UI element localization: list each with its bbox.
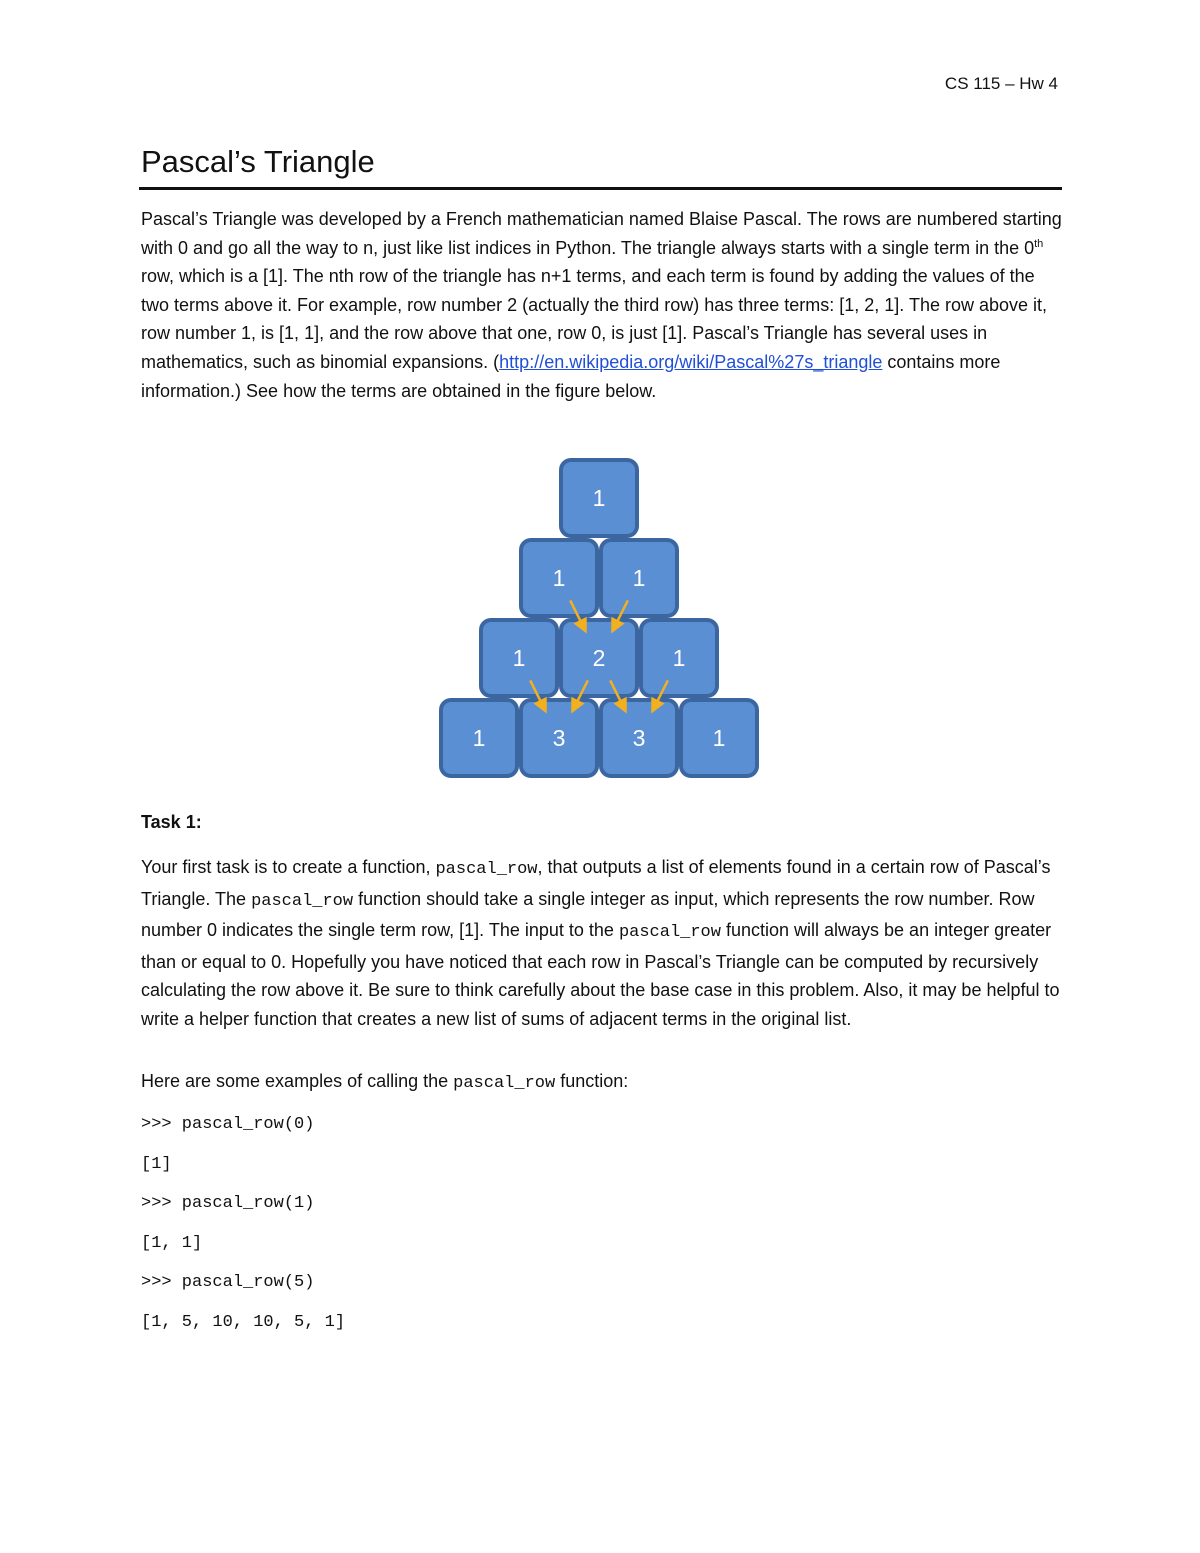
example-line: >>> pascal_row(0) bbox=[141, 1115, 315, 1134]
examples-intro bbox=[141, 1071, 628, 1093]
triangle-value: 1 bbox=[672, 645, 686, 671]
task1-code-3: pascal_row bbox=[618, 923, 721, 943]
task1-text-1: Your first task is to create a function, bbox=[141, 857, 436, 877]
task1-paragraph bbox=[141, 853, 1066, 1034]
intro-text-2: row, which is a [1]. The nth row of the triangle has n+1 terms, and each term is found by adding the values of the two terms above it. For example, row number 2 (actually the third row) has three terms: [1, 2, 1]. The row above it, row number 1, is [1, 1], and the row above that one, row 0, is just [1]. Pascal’s Triangle has several uses in mathematics, such as binomial expansions. ( bbox=[141, 266, 1048, 372]
triangle-value: 1 bbox=[552, 565, 566, 591]
task1-text-3: function should take a single integer as input, which represents the row number. Row number 0 indicates the single term row, [1]. The input to the bbox=[141, 888, 1035, 941]
examples-intro-code: pascal_row bbox=[453, 1074, 556, 1093]
triangle-value: 1 bbox=[712, 725, 726, 751]
examples-intro-text-2: function: bbox=[555, 1071, 629, 1091]
triangle-value: 1 bbox=[472, 725, 486, 751]
examples-intro-text-1: Here are some examples of calling the bbox=[141, 1071, 454, 1091]
intro-paragraph bbox=[141, 205, 1066, 405]
example-line: [1] bbox=[141, 1155, 172, 1174]
intro-text-1: Pascal’s Triangle was developed by a French mathematician named Blaise Pascal. The rows are numbered starting with 0 and go all the way to n, just like list indices in Python. The triangle always starts with a single term in the 0 bbox=[141, 209, 1062, 258]
triangle-value: 3 bbox=[552, 725, 566, 751]
intro-text-3: contains more information.) See how the terms are obtained in the figure below. bbox=[141, 351, 1001, 401]
page-title: Pascal’s Triangle bbox=[141, 144, 375, 179]
task1-code-2: pascal_row bbox=[251, 891, 354, 911]
title-rule bbox=[139, 187, 1062, 190]
example-line: [1, 1] bbox=[141, 1234, 203, 1253]
example-line: [1, 5, 10, 10, 5, 1] bbox=[141, 1313, 346, 1332]
page-header: CS 115 – Hw 4 bbox=[944, 74, 1058, 93]
task1-code-1: pascal_row bbox=[435, 860, 538, 879]
triangle-value: 1 bbox=[592, 485, 606, 511]
task1-text-4: function will always be an integer greater than or equal to 0. Hopefully you have noticed that each row in Pascal’s Triangle can be computed by recursively calculating the row above it. Be sure to think carefully about the base case in this problem. Also, it may be helpful to write a helper function that creates a new list of sums of adjacent terms in the original list. bbox=[141, 920, 1060, 1029]
example-line: >>> pascal_row(1) bbox=[141, 1194, 315, 1213]
triangle-value: 1 bbox=[512, 645, 526, 671]
wikipedia-link[interactable]: http://en.wikipedia.org/wiki/Pascal%27s_triangle bbox=[499, 351, 883, 372]
example-line: >>> pascal_row(5) bbox=[141, 1273, 315, 1292]
triangle-value: 3 bbox=[632, 725, 646, 751]
triangle-value: 2 bbox=[592, 645, 606, 671]
task1-text-2: , that outputs a list of elements found in a certain row of Pascal’s Triangle. The bbox=[141, 857, 1051, 909]
triangle-value: 1 bbox=[632, 565, 646, 591]
pascal-triangle-figure bbox=[433, 452, 769, 792]
intro-superscript: th bbox=[1034, 237, 1044, 250]
task1-heading: Task 1: bbox=[141, 812, 202, 832]
